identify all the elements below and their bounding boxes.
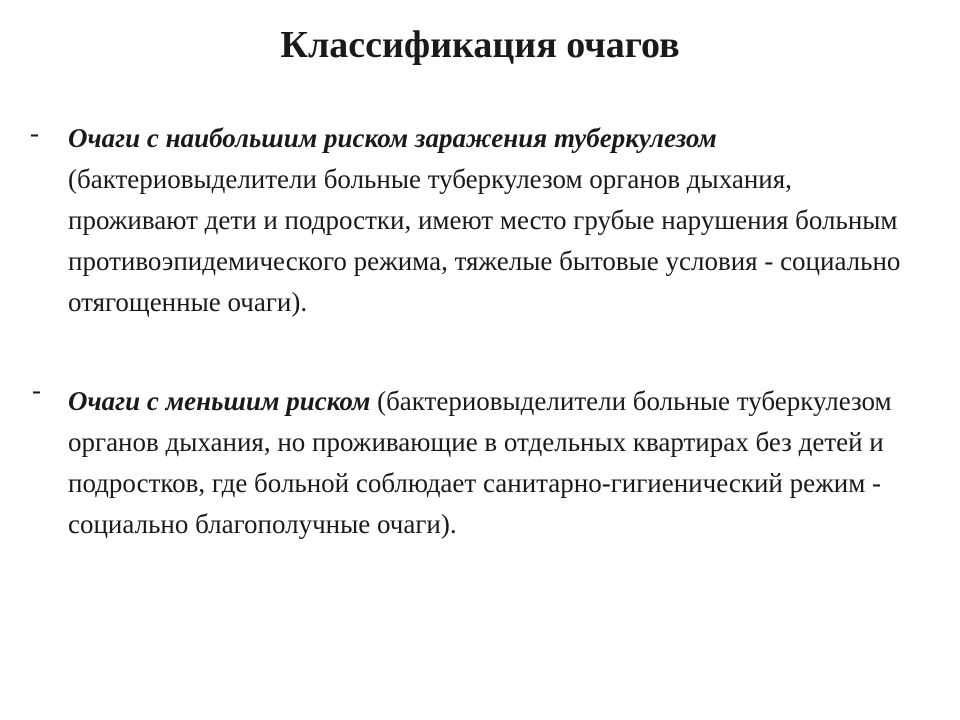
high-risk-heading: Очаги с наибольшим риском заражения туберкулезом [68,123,717,153]
bullet-dash: - [30,118,39,148]
bullet-dash: - [32,375,41,405]
list-item-low-risk [32,375,938,545]
list-item-high-risk [30,118,928,323]
slide-title: Классификация очагов [280,24,680,66]
high-risk-description: (бактериовыделители больные туберкулезом органов дыхания, проживают дети и подростки, имеют место грубые нарушения больным противоэпидемического режима, тяжелые бытовые условия - социально отягощенные очаги). [68,164,901,317]
low-risk-heading: Очаги с меньшим риском [68,386,371,416]
low-risk-description: (бактериовыделители больные туберкулезом органов дыхания, но проживающие в отдельных квартирах без детей и подростков, где больной соблюдает санитарно-гигиенический режим - социально благополучные очаги). [68,386,892,539]
